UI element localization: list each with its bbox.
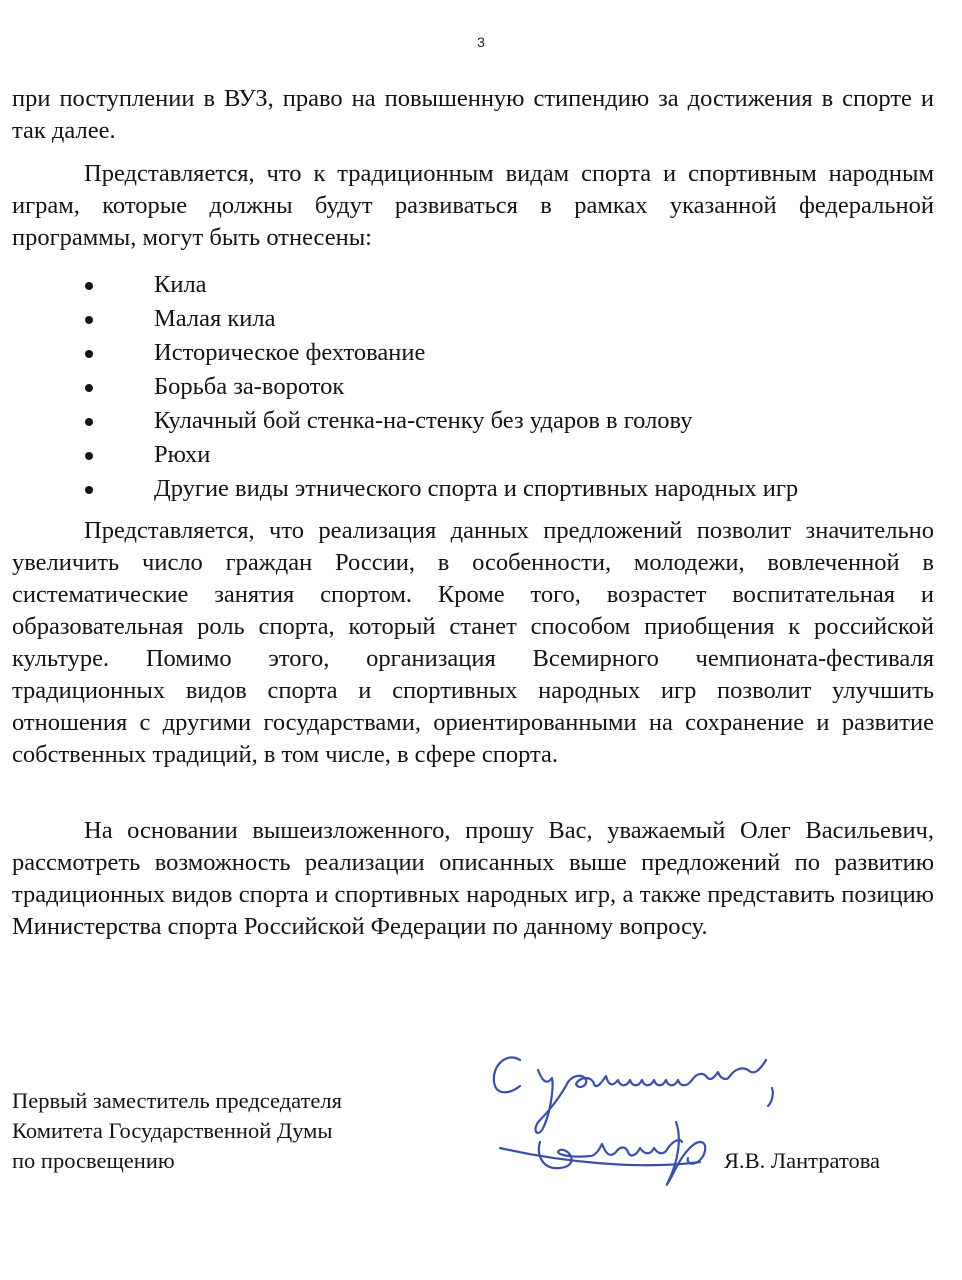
page-number: 3 — [477, 34, 485, 50]
signature-stroke — [500, 1148, 700, 1165]
bullet-icon — [85, 316, 93, 324]
list-item-label: Малая кила — [154, 305, 276, 332]
signatory-title-line: Комитета Государственной Думы — [12, 1118, 333, 1143]
list-item — [0, 370, 798, 404]
paragraph-intro-list: Представляется, что к традиционным видам спорта и спортивным народным играм, которые должны будут развиваться в рамках указанной федеральной программы, могут быть отнесены: — [12, 160, 934, 251]
sports-list — [0, 268, 798, 506]
signatory-title — [12, 1086, 342, 1176]
handwritten-signature — [480, 1030, 810, 1200]
paragraph-continuation: при поступлении в ВУЗ, право на повышенную стипендию за достижения в спорте и так далее. — [12, 85, 934, 144]
signature-stroke — [568, 1060, 766, 1087]
list-item — [0, 438, 798, 472]
bullet-icon — [85, 282, 93, 290]
list-item-label: Борьба за-вороток — [154, 373, 345, 400]
bullet-icon — [85, 452, 93, 460]
bullet-icon — [85, 486, 93, 494]
signature-stroke — [667, 1122, 706, 1185]
bullet-icon — [85, 418, 93, 426]
list-item — [0, 268, 798, 302]
list-item-label: Кила — [154, 271, 207, 298]
signature-stroke — [768, 1088, 773, 1106]
bullet-icon — [85, 350, 93, 358]
list-item-label: Рюхи — [154, 441, 211, 468]
signatory-title-line: по просвещению — [12, 1148, 175, 1173]
bullet-icon — [85, 384, 93, 392]
signatory-name: Я.В. Лантратова — [724, 1148, 881, 1173]
signature-stroke — [494, 1057, 520, 1092]
signatory-title-line: Первый заместитель председателя — [12, 1088, 342, 1113]
paragraph-request: На основании вышеизложенного, прошу Вас, уважаемый Олег Васильевич, рассмотреть возможность реализации описанных выше предложений по развитию традиционных видов спорта и спортивных народных игр, а также представить позицию Министерства спорта Российской Федерации по данному вопросу. — [12, 817, 934, 940]
signature-stroke — [536, 1070, 568, 1133]
list-item-label: Историческое фехтование — [154, 339, 426, 366]
list-item — [0, 472, 798, 506]
list-item — [0, 336, 798, 370]
list-item — [0, 302, 798, 336]
paragraph-benefits: Представляется, что реализация данных предложений позволит значительно увеличить число граждан России, в особенности, молодежи, вовлеченной в систематические занятия спортом. Кроме того, возрастет воспитательная и образовательная роль спорта, который станет способом приобщения к российской культуре. Помимо этого, организация Всемирного чемпионата-фестиваля традиционных видов спорта и спортивных народных игр позволит улучшить отношения с другими государствами, ориентированными на сохранение и развитие собственных традиций, в том числе, в сфере спорта. — [12, 517, 934, 768]
list-item-label: Другие виды этнического спорта и спортивных народных игр — [154, 475, 799, 502]
list-item-label: Кулачный бой стенка-на-стенку без ударов в голову — [154, 407, 693, 434]
list-item — [0, 404, 798, 438]
